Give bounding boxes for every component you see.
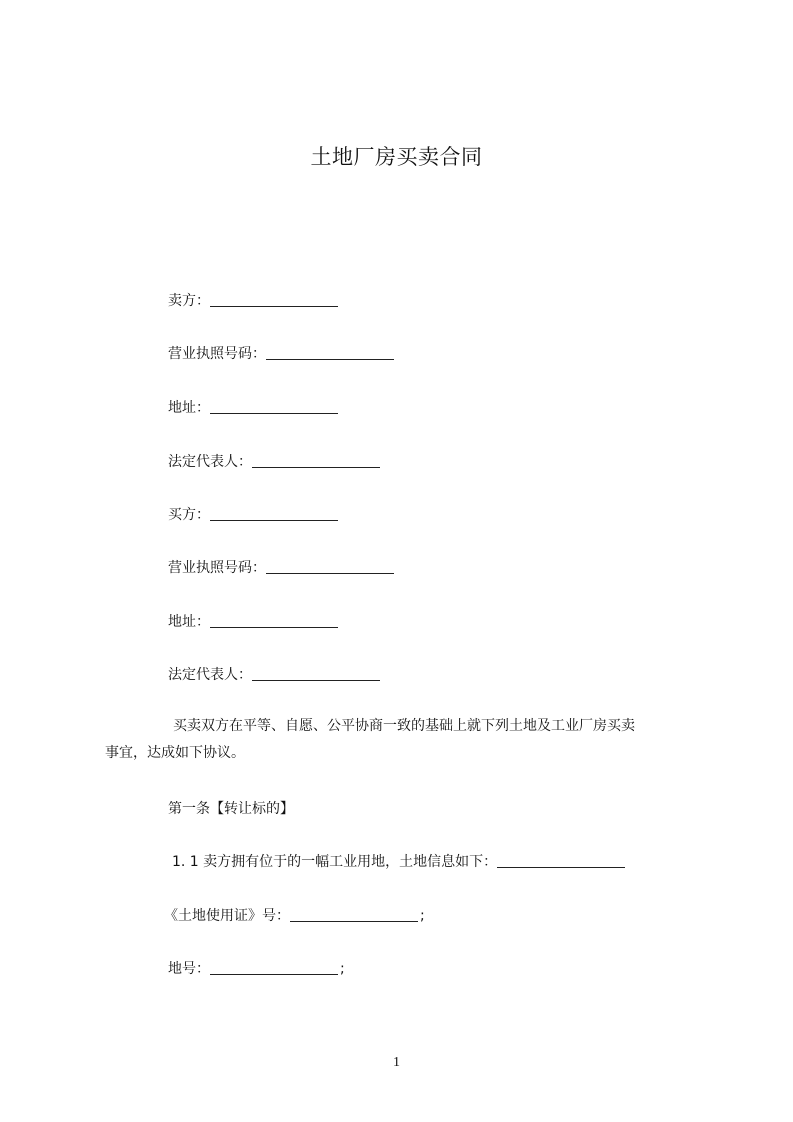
seller-license-label: 营业执照号码： — [168, 346, 266, 362]
seller-address-label: 地址： — [168, 400, 210, 416]
seller-rep-blank — [252, 466, 380, 468]
page-number: 1 — [393, 1055, 400, 1070]
land-cert-blank — [290, 920, 418, 922]
land-no-label: 地号： — [168, 961, 210, 977]
buyer-address-line — [168, 612, 338, 632]
land-cert-semicolon: ; — [420, 908, 425, 924]
seller-address-line — [168, 398, 338, 418]
seller-rep-label: 法定代表人： — [168, 454, 252, 470]
buyer-license-blank — [266, 572, 394, 574]
land-no-line — [168, 959, 345, 979]
buyer-rep-blank — [252, 679, 380, 681]
article-1-heading — [168, 799, 294, 819]
land-no-semicolon: ; — [340, 961, 345, 977]
clause-1-1-line — [172, 852, 625, 872]
seller-license-line — [168, 344, 394, 364]
land-cert-label: 《土地使用证》号： — [164, 908, 290, 924]
buyer-address-label: 地址： — [168, 614, 210, 630]
clause-1-1-text: 1. 1 卖方拥有位于的一幅工业用地，土地信息如下： — [172, 854, 498, 870]
buyer-rep-label: 法定代表人： — [168, 667, 252, 683]
intro-paragraph — [105, 713, 705, 767]
seller-label: 卖方： — [168, 293, 210, 309]
land-no-blank — [210, 973, 338, 975]
seller-address-blank — [210, 412, 338, 414]
buyer-label: 买方： — [168, 507, 210, 523]
buyer-line — [168, 505, 338, 525]
article-1-heading-text: 第一条【转让标的】 — [168, 801, 294, 817]
intro-first-line: 买卖双方在平等、自愿、公平协商一致的基础上就下列土地及工业厂房买卖 — [173, 718, 635, 734]
clause-1-1-blank — [497, 866, 625, 868]
document-title: 土地厂房买卖合同 — [310, 145, 483, 169]
seller-line — [168, 291, 338, 311]
land-cert-line — [164, 906, 425, 926]
seller-rep-line — [168, 452, 380, 472]
buyer-address-blank — [210, 626, 338, 628]
buyer-license-label: 营业执照号码： — [168, 560, 266, 576]
intro-second-line: 事宜，达成如下协议。 — [105, 745, 245, 761]
buyer-blank — [210, 519, 338, 521]
seller-license-blank — [266, 358, 394, 360]
seller-blank — [210, 305, 338, 307]
buyer-rep-line — [168, 665, 380, 685]
buyer-license-line — [168, 558, 394, 578]
